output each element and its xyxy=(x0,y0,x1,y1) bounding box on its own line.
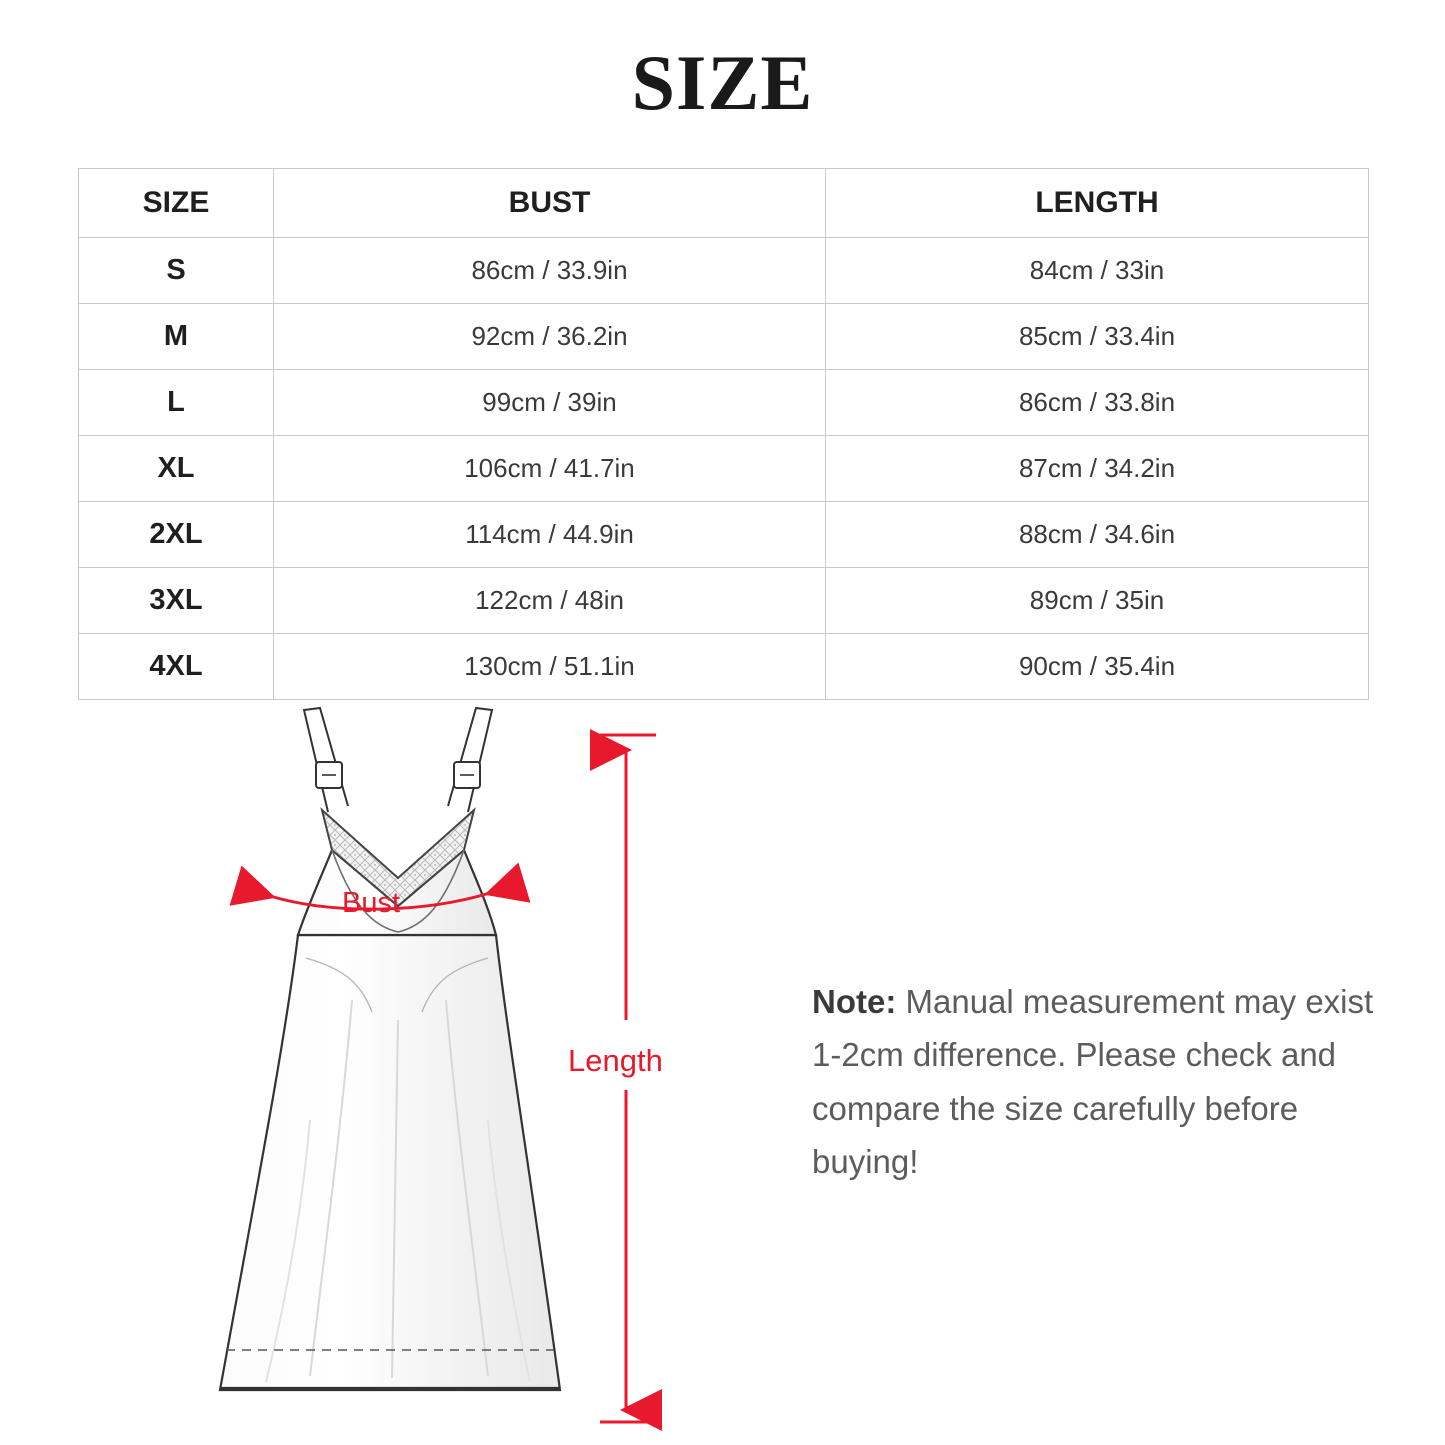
bust-measure-label: Bust xyxy=(342,887,401,919)
table-row xyxy=(79,370,1369,436)
cell-bust: 99cm / 39in xyxy=(274,370,826,436)
cell-length: 85cm / 33.4in xyxy=(826,304,1369,370)
cell-length: 86cm / 33.8in xyxy=(826,370,1369,436)
note-block xyxy=(812,975,1382,1189)
note-text: Manual measurement may exist 1-2cm difference. Please check and compare the size carefully before buying! xyxy=(812,983,1374,1181)
column-header-bust: BUST xyxy=(274,169,826,238)
table-row xyxy=(79,502,1369,568)
table-row xyxy=(79,568,1369,634)
cell-bust: 92cm / 36.2in xyxy=(274,304,826,370)
cell-size: S xyxy=(79,238,274,304)
cell-length: 84cm / 33in xyxy=(826,238,1369,304)
cell-size: 3XL xyxy=(79,568,274,634)
cell-length: 87cm / 34.2in xyxy=(826,436,1369,502)
column-header-size: SIZE xyxy=(79,169,274,238)
page-title: SIZE xyxy=(631,39,814,126)
cell-size: M xyxy=(79,304,274,370)
cell-size: 4XL xyxy=(79,634,274,700)
table-row xyxy=(79,238,1369,304)
table-row xyxy=(79,436,1369,502)
cell-bust: 130cm / 51.1in xyxy=(274,634,826,700)
length-measure-label: Length xyxy=(568,1043,663,1078)
table-header-row xyxy=(79,169,1369,238)
cell-size: L xyxy=(79,370,274,436)
table-row xyxy=(79,634,1369,700)
cell-length: 88cm / 34.6in xyxy=(826,502,1369,568)
cell-length: 90cm / 35.4in xyxy=(826,634,1369,700)
cell-bust: 86cm / 33.9in xyxy=(274,238,826,304)
cell-bust: 114cm / 44.9in xyxy=(274,502,826,568)
size-chart-table xyxy=(78,168,1369,700)
cell-bust: 122cm / 48in xyxy=(274,568,826,634)
cell-bust: 106cm / 41.7in xyxy=(274,436,826,502)
column-header-length: LENGTH xyxy=(826,169,1369,238)
cell-length: 89cm / 35in xyxy=(826,568,1369,634)
cell-size: XL xyxy=(79,436,274,502)
note-prefix: Note: xyxy=(812,983,897,1020)
table-row xyxy=(79,304,1369,370)
cell-size: 2XL xyxy=(79,502,274,568)
